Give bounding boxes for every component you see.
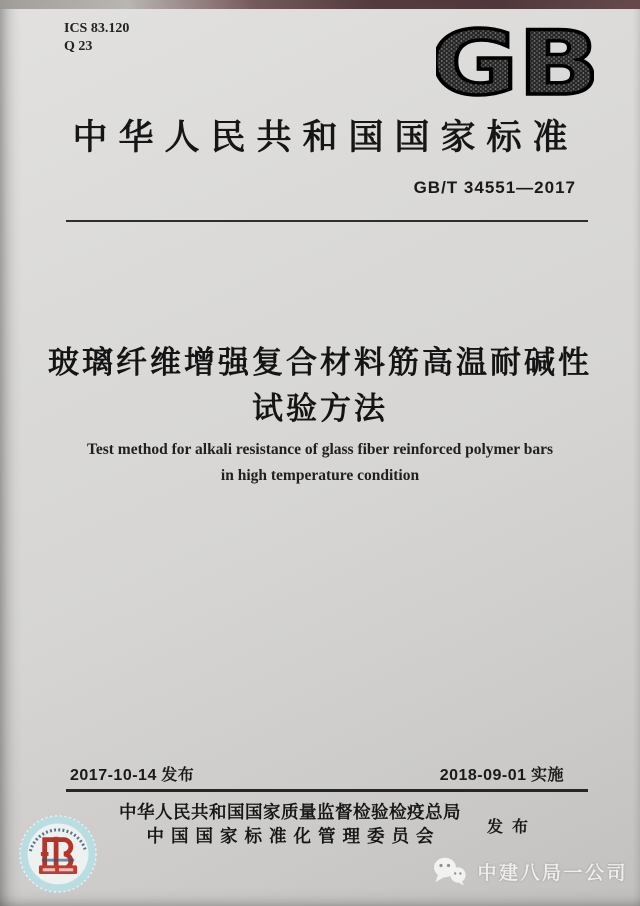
gb-logo-icon bbox=[436, 20, 594, 111]
implement-date-item bbox=[440, 762, 564, 785]
wechat-icon bbox=[432, 856, 468, 887]
publisher-line1: 中华人民共和国国家质量监督检验检疫总局 bbox=[119, 802, 461, 822]
publish-label: 发布 bbox=[487, 819, 538, 836]
header-rule bbox=[66, 220, 588, 222]
issue-date: 2017-10-14 bbox=[70, 767, 157, 784]
title-chinese-line2: 试验方法 bbox=[252, 390, 388, 426]
title-english-line2: in high temperature condition bbox=[220, 466, 420, 484]
ics-code: ICS 83.120 bbox=[64, 21, 130, 36]
standard-name-heading: 中华人民共和国国家标准 bbox=[72, 118, 579, 157]
standard-number: GB/T 34551—2017 bbox=[413, 178, 576, 197]
title-english bbox=[60, 437, 580, 488]
implement-date: 2018-09-01 bbox=[439, 767, 527, 784]
title-chinese-line1: 玻璃纤维增强复合材料筋高温耐碱性 bbox=[48, 345, 592, 380]
watermark bbox=[432, 856, 628, 887]
gb-logo-text: GB bbox=[436, 20, 594, 106]
watermark-text: 中建八局一公司 bbox=[477, 863, 628, 884]
classification-code: Q 23 bbox=[64, 39, 93, 55]
ics-classification-block bbox=[64, 20, 129, 56]
title-chinese bbox=[40, 340, 600, 432]
publisher-line2: 中国国家标准化管理委员会 bbox=[146, 825, 441, 846]
photo-background-edge bbox=[0, 0, 640, 9]
title-english-line1: Test method for alkali resistance of glass fiber reinforced polymer bars bbox=[86, 441, 554, 458]
publishers-block bbox=[95, 801, 485, 848]
issue-label: 发布 bbox=[161, 767, 195, 784]
certification-seal bbox=[18, 813, 98, 898]
dates-row bbox=[70, 762, 564, 785]
implement-label: 实施 bbox=[530, 767, 564, 784]
footer-rule bbox=[66, 789, 588, 792]
issue-date-item bbox=[70, 762, 194, 785]
